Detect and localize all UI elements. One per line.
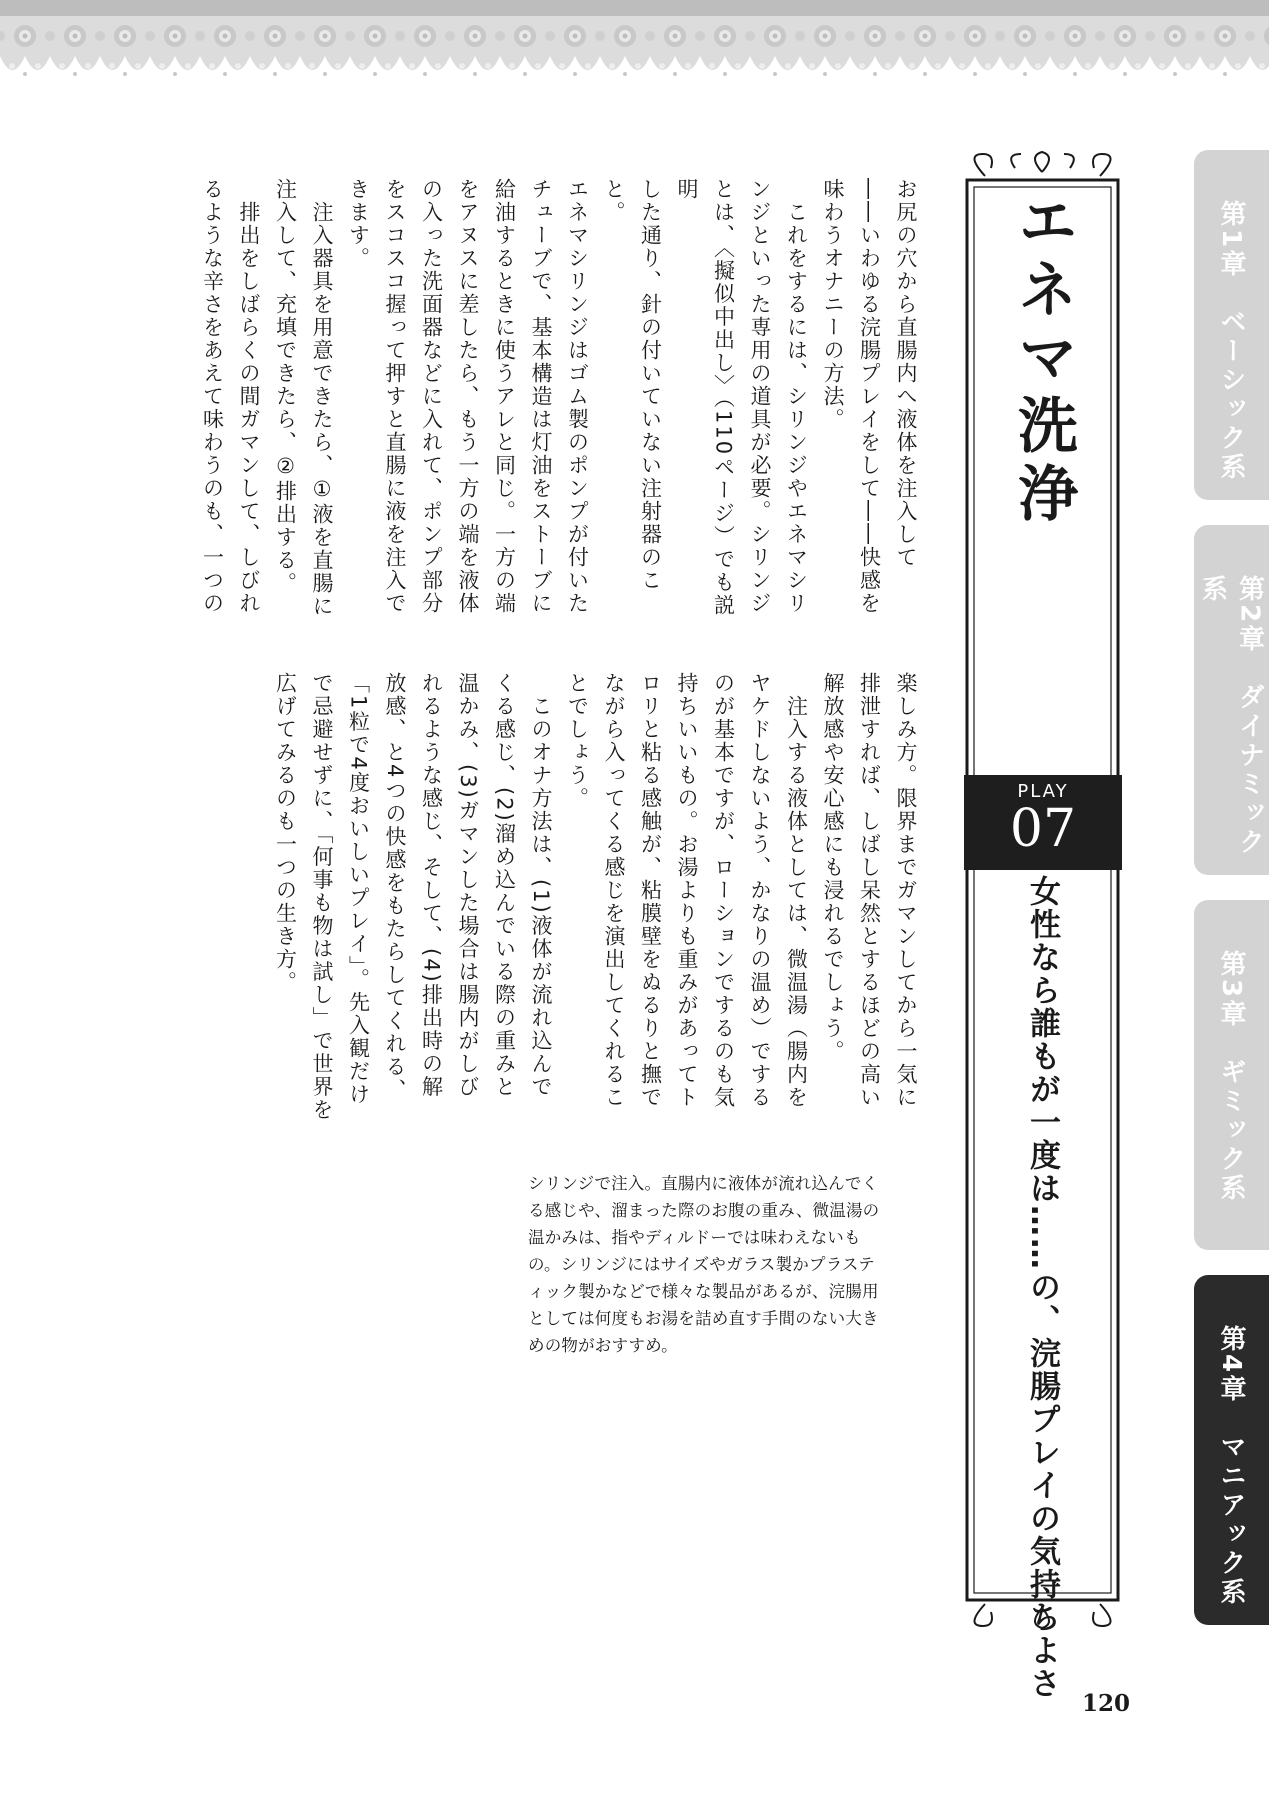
page-number: 120	[1082, 1690, 1131, 1717]
illustration-caption: シリンジで注入。直腸内に液体が流れ込んでくる感じや、溜まった際のお腹の重み、微温湯の温かみは、指やディルドーでは味わえないもの。シリンジにはサイズやガラス製かプラスティック製かなどで様々な製品があるが、浣腸用としては何度もお湯を詰め直す手間のない大きめの物がおすすめ。	[528, 1174, 880, 1355]
play-number: 07	[1009, 799, 1077, 859]
chapter-tab-1-label: 第1章 ベーシック系	[1216, 200, 1246, 483]
article-subtitle: 女性なら誰もが一度は……の、浣腸プレイの気持ちよさ	[1024, 875, 1060, 1700]
article-title: エネマ洗浄	[1008, 190, 1078, 530]
chapter-tab-2[interactable]	[1194, 525, 1269, 875]
chapter-tab-3-label: 第3章 ギミック系	[1216, 950, 1246, 1204]
play-badge	[964, 775, 1122, 870]
body-text-upper: お尻の穴から直腸内へ液体を注入して ――いわゆる浣腸プレイをして――快感を 味わうオナニーの方法。 これをするには、シリンジやエネマシリ ンジといった専用の道具が必要。シリンジ とは、〈擬似中出し〉（110ページ）でも説明 した通り、針の付いていない注射器のこと。 エネマシリンジはゴム製のポンプが付いた チューブで、基本構造は灯油をストーブに 給油するときに使うアレと同じ。一方の端 をアヌスに差したら、もう一方の端を液体 の入った洗面器などに入れて、ポンプ部分 をスコスコ握って押すと直腸に液を注入で きます。 注入器具を用意できたら、①液を直腸に 注入して、充填できたら、②排出する。 排出をしばらくの間ガマンして、しびれ るような辛さをあえて味わうのも、一つの	[200, 178, 918, 618]
chapter-tab-4-label: 第4章 マニアック系	[1216, 1325, 1246, 1608]
header-band	[0, 0, 1269, 16]
chapter-tab-2-label: 第2章 ダイナミック系	[1197, 575, 1265, 858]
chapter-tab-4[interactable]	[1194, 1275, 1269, 1625]
chapter-tab-3[interactable]	[1194, 900, 1269, 1250]
lace-border-decoration	[0, 16, 1269, 88]
chapter-tab-1[interactable]	[1194, 150, 1269, 500]
body-text-lower: 楽しみ方。限界までガマンしてから一気に 排泄すれば、しばし呆然とするほどの高い 解放感や安心感にも浸れるでしょう。 注入する液体としては、微温湯（腸内を ヤケドしないよう、かなりの温め）でする のが基本ですが、ローションでするのも気 持ちいいもの。お湯よりも重みがあってト ロリと粘る感触が、粘膜壁をぬるりと撫で ながら入ってくる感じを演出してくれるこ とでしょう。 このオナ方法は、(1)液体が流れ込んで くる感じ、(2)溜め込んでいる際の重みと 温かみ、(3)ガマンした場合は腸内がしび れるような感じ、そして、(4)排出時の解 放感、と4つの快感をもたらしてくれる、 「1粒で4度おいしいプレイ」。先入観だけ で忌避せずに、「何事も物は試し」で世界を 広げてみるのも一つの生き方。	[273, 672, 918, 1122]
play-label: PLAY	[1017, 781, 1069, 802]
